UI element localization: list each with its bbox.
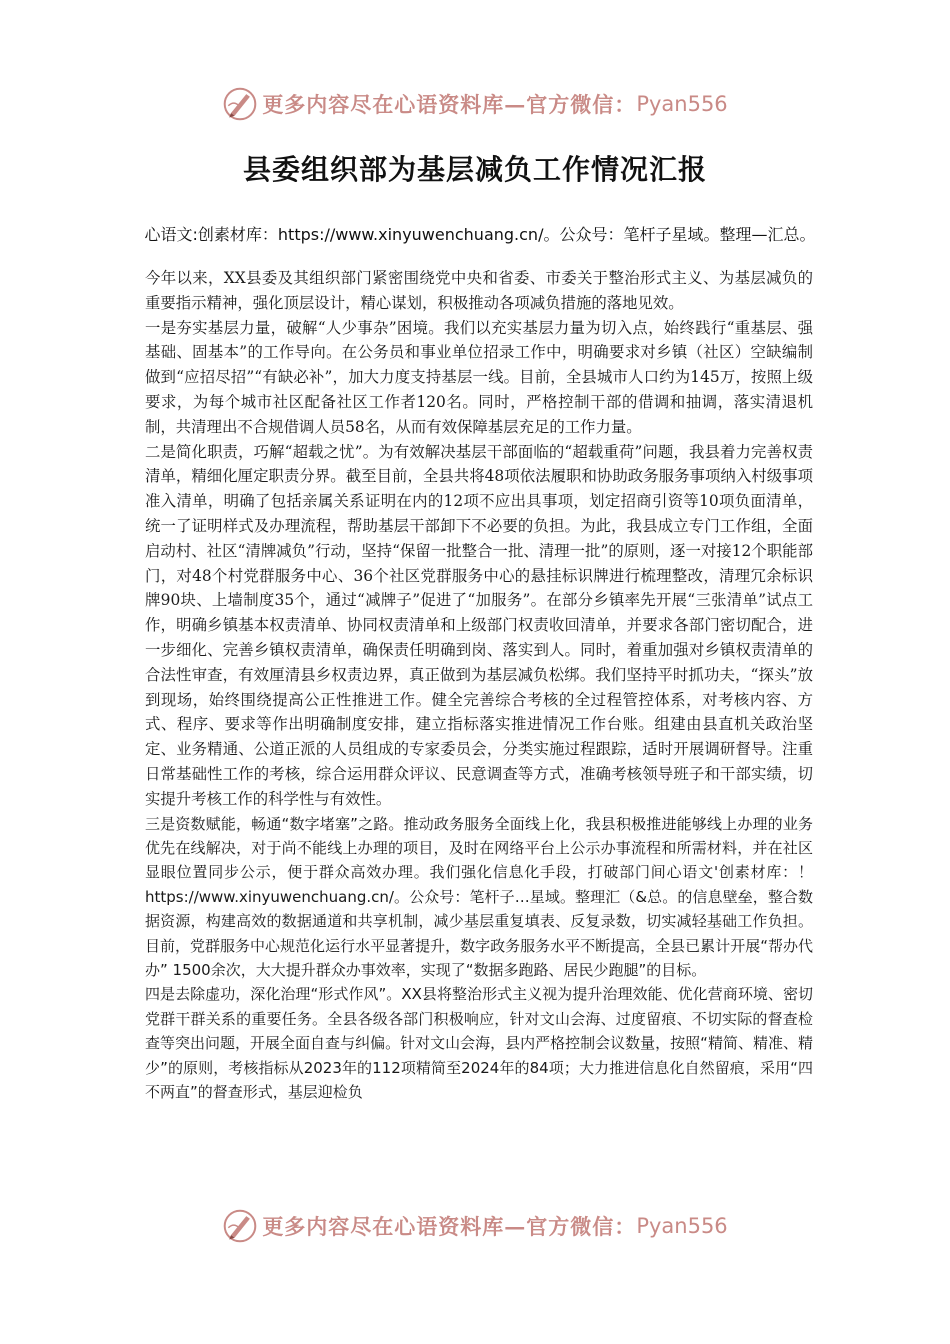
document-body (145, 266, 813, 1104)
paragraph-point-2: 二是简化职责，巧解“超载之忧”。为有效解决基层干部面临的“超载重荷”问题，我县着力完善权责清单，精细化厘定职责分界。截至目前，全县共将48项依法履职和协助政务服务事项纳入村级事项准入清单，明确了包括亲属关系证明在内的12项不应出具事项，划定招商引资等10项负面清单，统一了证明样式及办理流程，帮助基层干部卸下不必要的负担。为此，我县成立专门工作组，全面启动村、社区“清牌减负”行动，坚持“保留一批整合一批、清理一批”的原则，逐一对接12个职能部门，对48个村党群服务中心、36个社区党群服务中心的悬挂标识牌进行梳理整改，清理冗余标识牌90块、上墙制度35个，通过“减牌子”促进了“加服务”。在部分乡镇率先开展“三张清单”试点工作，明确乡镇基本权责清单、协同权责清单和上级部门权责收回清单，并要求各部门密切配合，进一步细化、完善乡镇权责清单，确保责任明确到岗、落实到人。同时，着重加强对乡镇权责清单的合法性审查，有效厘清县乡权责边界，真正做到为基层减负松绑。我们坚持平时抓功夫，“探头”放到现场，始终围绕提高公正性推进工作。健全完善综合考核的全过程管控体系，对考核内容、方式、程序、要求等作出明确制度安排，建立指标落实推进情况工作台账。组建由县直机关政治坚定、业务精通、公道正派的人员组成的专家委员会，分类实施过程跟踪，适时开展调研督导。注重日常基础性工作的考核，综合运用群众评议、民意调查等方式，准确考核领导班子和干部实绩，切实提升考核工作的科学性与有效性。 (145, 442, 813, 808)
banner-text: 更多内容尽在心语资料库—官方微信： (262, 92, 637, 117)
paragraph-point-4: 四是去除虚功，深化治理“形式作风”。XX县将整治形式主义视为提升治理效能、优化营商环境、密切党群干群关系的重要任务。全县各级各部门积极响应，针对文山会海、过度留痕、不切实际的督查检查等突出问题，开展全面自查与纠偏。针对文山会海，县内严格控制会议数量，按照“精简、精准、精少”的原则，考核指标从2023年的112项精简至2024年的84项；大力推进信息化自然留痕，采用“四不两直”的督查形式，基层迎检负 (145, 985, 813, 1101)
document-title: 县委组织部为基层减负工作情况汇报 (242, 153, 707, 186)
source-line: 心语文:创素材库：https://www.xinyuwenchuang.cn/。公众号：笔杆子星域。整理—汇总。 (144, 225, 816, 244)
banner-wechat-id: Pyan556 (636, 1214, 728, 1238)
paragraph-point-3: 三是资数赋能，畅通“数字堵塞”之路。推动政务服务全面线上化，我县积极推进能够线上办理的业务优先在线解决，对于尚不能线上办理的项目，及时在网络平台上公示办事流程和所需材料，并在社区显眼位置同步公示，便于群众高效办理。我们强化信息化手段，打破部门间心语文'创素材库：！ https://www.xinyuwenchuang.cn/。公众号：笔杆子…星域。整理汇（&总。的信息壁垒，整合数据资源，构建高效的数据通道和共享机制，减少基层重复填表、反复录数，切实减轻基础工作负担。目前，党群服务中心规范化运行水平显著提升，数字政务服务水平不断提高，全县已累计开展“帮办代办” 1500余次，大大提升群众办事效率，实现了“数据多跑路、居民少跑腿”的目标。 (145, 814, 813, 979)
pen-logo-icon (222, 86, 258, 122)
header-watermark-banner (0, 84, 950, 124)
paragraph-intro: 今年以来，XX县委及其组织部门紧密围绕党中央和省委、市委关于整治形式主义、为基层减负的重要指示精神，强化顶层设计，精心谋划，积极推动各项减负措施的落地见效。 (145, 269, 813, 312)
banner-wechat-id: Pyan556 (636, 92, 728, 116)
banner-text: 更多内容尽在心语资料库—官方微信： (262, 1214, 637, 1239)
pen-logo-icon (222, 1208, 258, 1244)
footer-watermark-banner (0, 1206, 950, 1246)
paragraph-point-1: 一是夯实基层力量，破解“人少事杂”困境。我们以充实基层力量为切入点，始终践行“重基层、强基础、固基本”的工作导向。在公务员和事业单位招录工作中，明确要求对乡镇（社区）空缺编制做到“应招尽招”“有缺必补”，加大力度支持基层一线。目前，全县城市人口约为145万，按照上级要求，为每个城市社区配备社区工作者120名。同时，严格控制干部的借调和抽调，落实清退机制，共清理出不合规借调人员58名，从而有效保障基层充足的工作力量。 (145, 318, 813, 436)
